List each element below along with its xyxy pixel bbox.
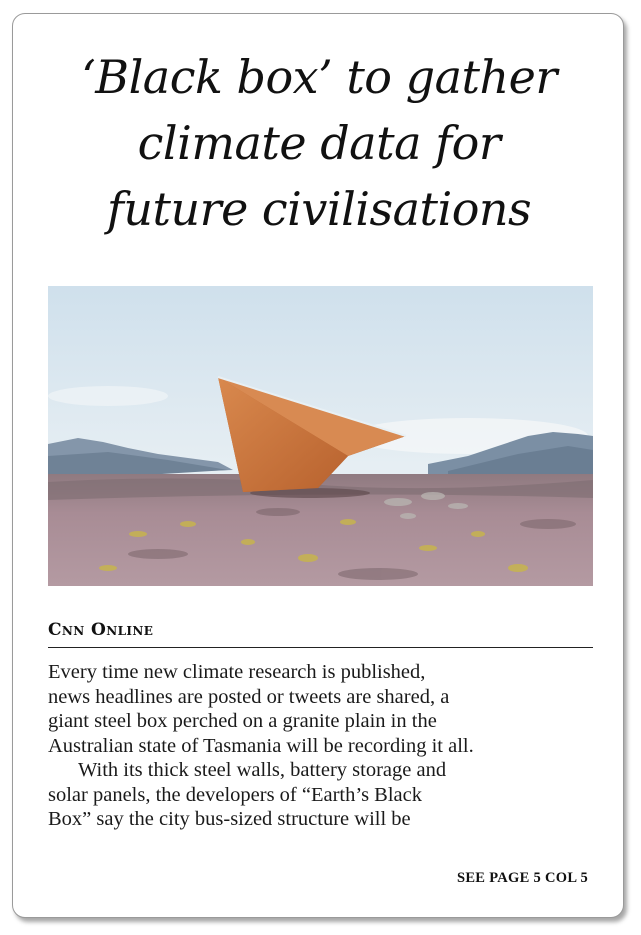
black-box-photo-icon — [48, 286, 593, 586]
headline — [13, 44, 625, 242]
article-photo — [48, 286, 593, 586]
headline-line: ‘Black box’ to gather — [81, 50, 557, 104]
article-body — [48, 660, 608, 832]
divider — [48, 647, 593, 648]
article-card — [12, 13, 624, 918]
body-line: With its thick steel walls, battery storage and — [78, 759, 447, 781]
body-line: Every time new climate research is published, — [48, 661, 426, 683]
body-line: giant steel box perched on a granite plain in the — [48, 710, 437, 732]
body-line: news headlines are posted or tweets are shared, a — [48, 685, 450, 708]
headline-line: climate data for — [137, 116, 501, 170]
headline-line: future civilisations — [106, 182, 532, 236]
body-line: Box” say the city bus-sized structure will be — [48, 808, 411, 830]
body-line: Australian state of Tasmania will be recording it all. — [48, 734, 474, 757]
body-line: solar panels, the developers of “Earth’s Black — [48, 783, 422, 806]
byline: Cnn Online — [48, 620, 154, 640]
continuation-link[interactable]: SEE PAGE 5 COL 5 — [456, 870, 588, 886]
